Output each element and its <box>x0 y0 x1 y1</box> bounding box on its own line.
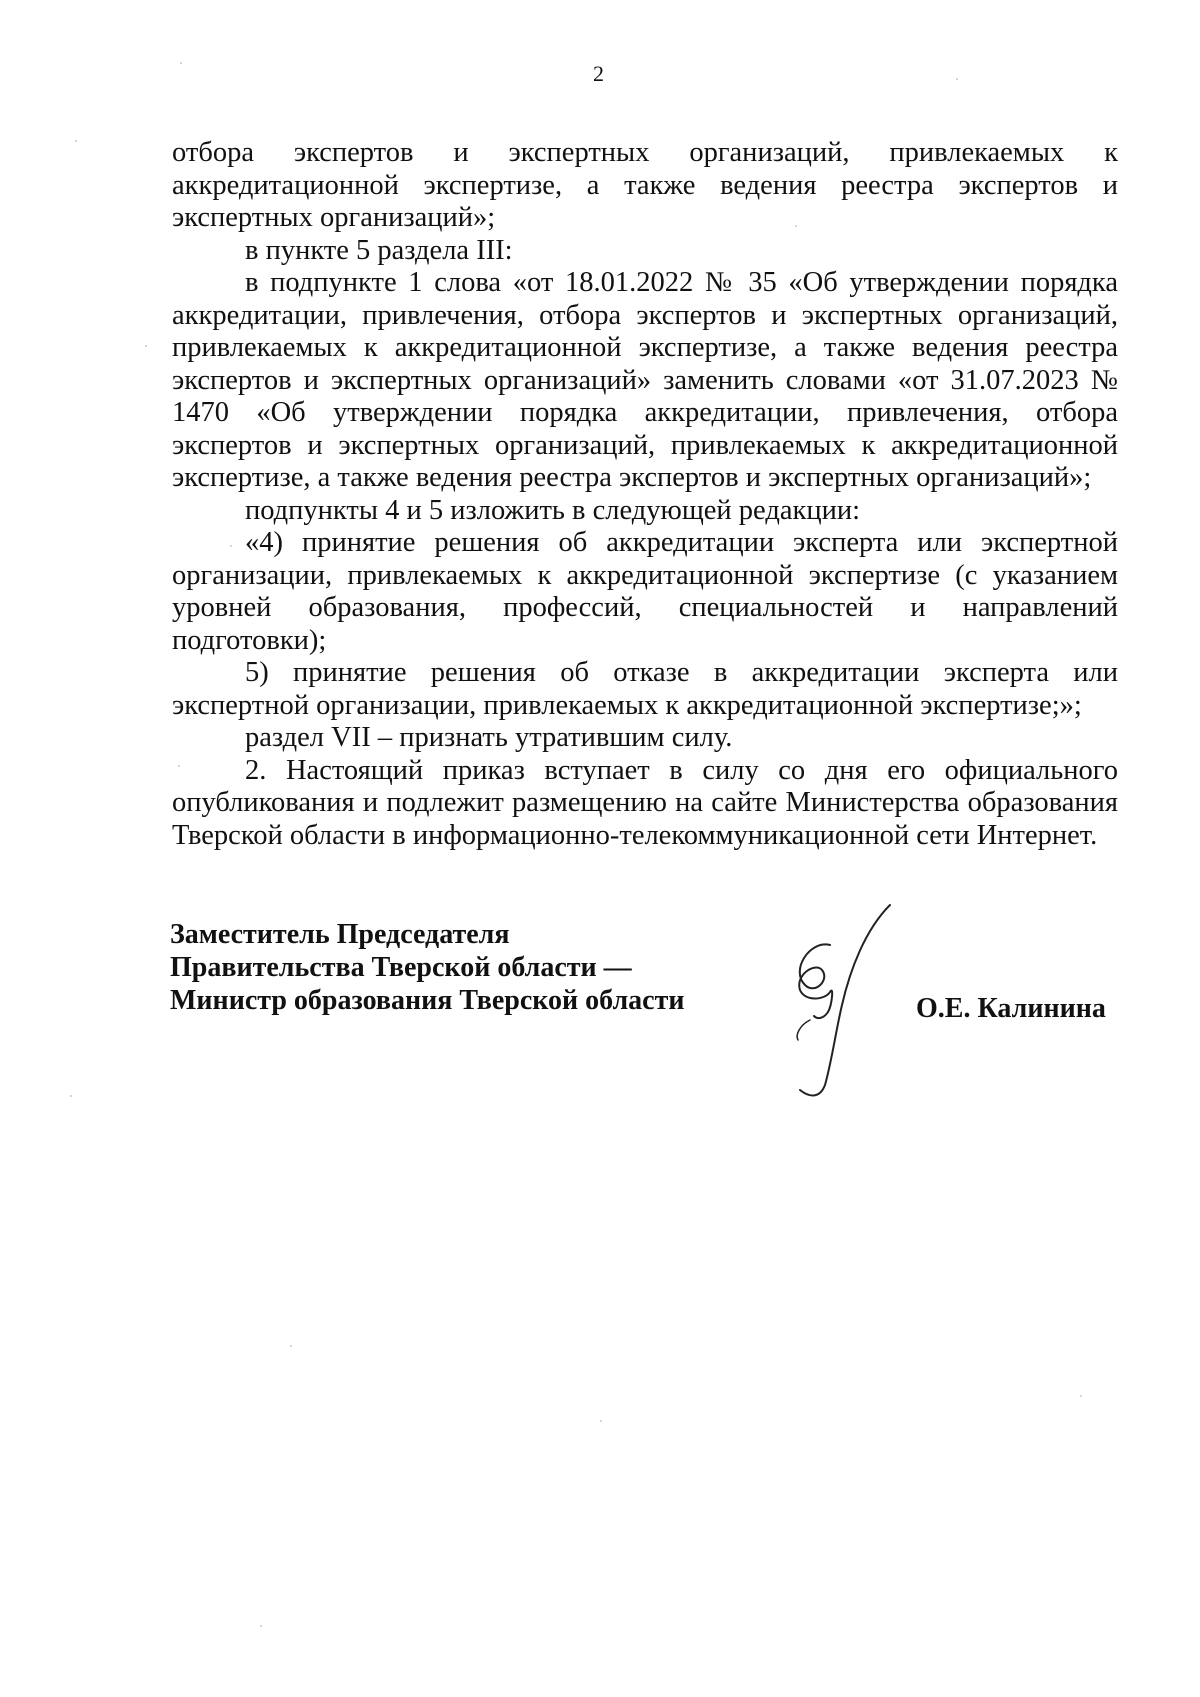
scan-speck <box>260 1625 262 1627</box>
paragraph: 5) принятие решения об отказе в аккредитации эксперта или экспертной организации, привлекаемых к аккредитационной экспертизе;»; <box>172 657 1118 721</box>
paragraph: в подпункте 1 слова «от 18.01.2022 № 35 «Об утверждении порядка аккредитации, привлечения, отбора экспертов и экспертных организаций, привлекаемых к аккредитационной экспертизе, а также ведения реестра экспертов и экспертных организаций» заменить словами «от 31.07.2023 № 1470 «Об утверждении порядка аккредитации, привлечения, отбора экспертов и экспертных организаций, привлекаемых к аккредитационной экспертизе, а также ведения реестра экспертов и экспертных организаций»; <box>172 267 1118 493</box>
document-body <box>172 137 1118 852</box>
paragraph: в пункте 5 раздела III: <box>245 234 513 266</box>
scan-speck <box>956 78 958 80</box>
scan-speck <box>145 345 147 347</box>
scan-speck <box>70 1095 72 1097</box>
paragraph: «4) принятие решения об аккредитации эксперта или экспертной организации, привлекаемых к аккредитационной экспертизе (с указанием уровней образования, профессий, специальностей и направлений подготовки); <box>172 527 1118 656</box>
page-number: 2 <box>593 61 604 86</box>
paragraph: раздел VII – признать утратившим силу. <box>245 722 733 753</box>
paragraph: подпункты 4 и 5 изложить в следующей редакции: <box>245 494 860 526</box>
scan-speck <box>600 1420 602 1422</box>
scan-speck <box>180 62 182 64</box>
signatory-title-line: Заместитель Председателя <box>170 919 510 950</box>
handwritten-signature <box>770 900 910 1100</box>
signatory-name: О.Е. Калинина <box>916 993 1106 1024</box>
scan-speck <box>1080 1395 1082 1397</box>
scan-speck <box>178 765 180 767</box>
scan-speck <box>75 140 77 142</box>
scan-speck <box>230 545 232 547</box>
signatory-title <box>170 918 684 1017</box>
signatory-title-line: Министр образования Тверской области <box>170 985 685 1016</box>
scan-speck <box>290 1345 292 1347</box>
scan-speck <box>795 225 797 227</box>
paragraph: отбора экспертов и экспертных организаций, привлекаемых к аккредитационной экспертизе, а также ведения реестра экспертов и экспертных организаций»; <box>172 137 1118 233</box>
signatory-title-line: Правительства Тверской области — <box>170 952 632 983</box>
paragraph: 2. Настоящий приказ вступает в силу со дня его официального опубликования и подлежит размещению на сайте Министерства образования Тверской области в информационно-телекоммуникационной сети Интернет. <box>172 754 1118 851</box>
